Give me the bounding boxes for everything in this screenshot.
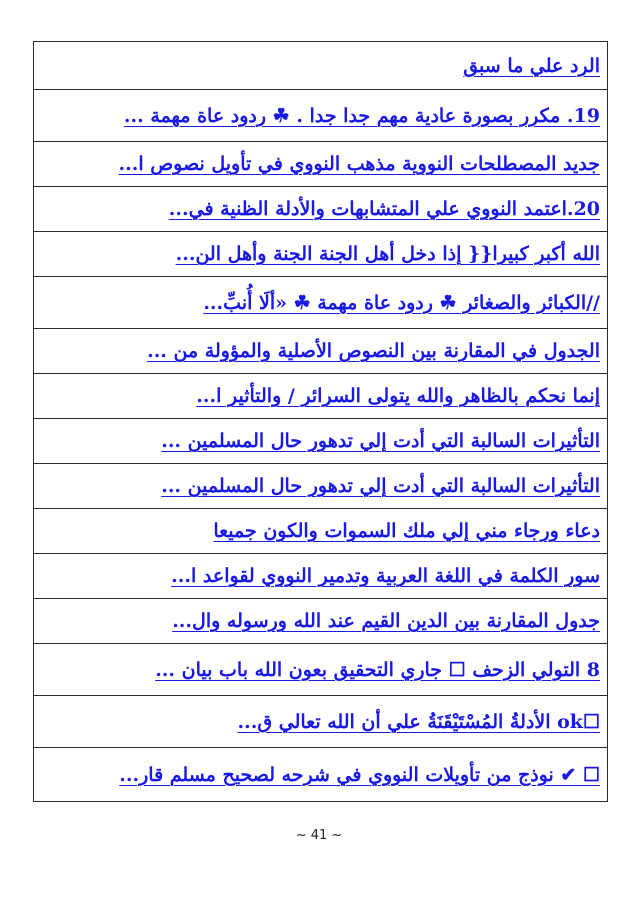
list-item (34, 277, 607, 329)
link-item[interactable]: الله أكبر كبيرا{{ إذا دخل أهل الجنة الجنة وأهل الن... (175, 243, 600, 265)
link-item[interactable]: 20.اعتمد النووي علي المتشابهات والأدلة الظنية في... (168, 198, 600, 220)
list-item (34, 374, 607, 419)
link-item[interactable]: إنما نحكم بالظاهر والله يتولى السرائر / والتأثير ا... (196, 385, 600, 407)
list-item (34, 696, 607, 748)
list-item (34, 142, 607, 187)
link-item[interactable]: سور الكلمة في اللغة العربية وتدمير النووي لقواعد ا... (171, 565, 600, 587)
list-item (34, 329, 607, 374)
link-item[interactable]: الرد علي ما سبق (463, 54, 600, 77)
list-item (34, 554, 607, 599)
link-item[interactable]: 8 التولي الزحف ☐ جاري التحقيق بعون الله باب بيان ... (155, 658, 600, 681)
link-item[interactable]: ☐ok الأدلةُ المُسْتَيْقَنَةُ علي أن الله تعالي ق... (237, 710, 600, 733)
list-item (34, 187, 607, 232)
list-item (34, 90, 607, 142)
list-item (34, 644, 607, 696)
link-item[interactable]: 19. مكرر بصورة عادية مهم جدا جدا . ☘ ردود عاة مهمة ... (123, 104, 600, 127)
link-item[interactable]: الجدول في المقارنة بين النصوص الأصلية والمؤولة من ... (147, 340, 600, 362)
list-item (34, 419, 607, 464)
link-item[interactable]: //الكبائر والصغائر ☘ ردود عاة مهمة ☘ «ألَا أُنبِّ... (203, 291, 600, 314)
list-item (34, 42, 607, 90)
list-item (34, 748, 607, 802)
link-item[interactable]: دعاء ورجاء مني إلي ملك السموات والكون جميعا (213, 520, 600, 542)
list-item (34, 464, 607, 509)
link-item[interactable]: جديد المصطلحات النووية مذهب النووي في تأويل نصوص ا... (118, 153, 600, 175)
link-item[interactable]: التأثيرات السالبة التي أدت إلي تدهور حال المسلمين ... (161, 430, 600, 452)
link-item[interactable]: ☐ ✔ نوذج من تأويلات النووي في شرحه لصحيح مسلم قار... (119, 763, 600, 786)
page-number: ~ 41 ~ (295, 828, 343, 843)
link-item[interactable]: التأثيرات السالبة التي أدت إلي تدهور حال المسلمين ... (161, 475, 600, 497)
link-item[interactable]: جدول المقارنة بين الدين القيم عند الله ورسوله وال... (172, 610, 600, 632)
list-item (34, 599, 607, 644)
link-list (33, 41, 608, 802)
list-item (34, 232, 607, 277)
list-item (34, 509, 607, 554)
